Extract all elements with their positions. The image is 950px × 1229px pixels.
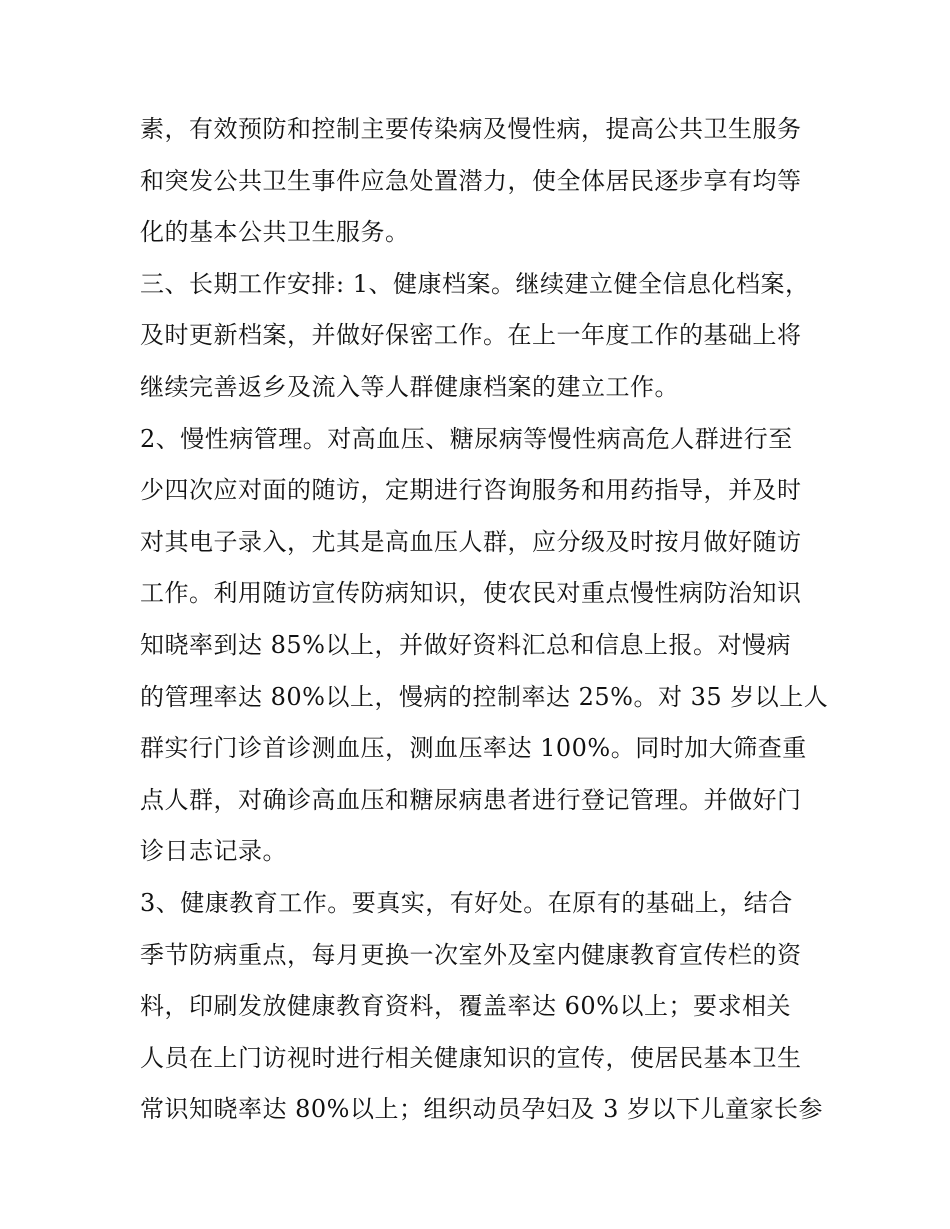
text-line: 及时更新档案，并做好保密工作。在上一年度工作的基础上将 [140,321,802,350]
text-line: 素，有效预防和控制主要传染病及慢性病，提高公共卫生服务 [140,115,802,143]
text-line: 三、长期工作安排: 1、健康档案。继续建立健全信息化档案， [140,269,810,298]
text-line: 人员在上门访视时进行相关健康知识的宣传，使居民基本卫生 [140,1043,802,1072]
text-line: 点人群，对确诊高血压和糖尿病患者进行登记管理。并做好门 [140,785,802,814]
text-line: 诊日志记录。 [140,837,287,866]
text-line: 继续完善返乡及流入等人群健康档案的建立工作。 [140,372,679,401]
text-line: 常识知晓率达 80%以上；组织动员孕妇及 3 岁以下儿童家长参 [140,1095,823,1124]
text-line: 季节防病重点，每月更换一次室外及室内健康教育宣传栏的资 [140,940,802,969]
text-line: 和突发公共卫生事件应急处置潜力，使全体居民逐步享有均等 [140,166,802,195]
text-line: 群实行门诊首诊测血压，测血压率达 100%。同时加大筛查重 [140,734,807,763]
text-line: 料，印刷发放健康教育资料，覆盖率达 60%以上；要求相关 [140,992,791,1021]
text-line: 的管理率达 80%以上，慢病的控制率达 25%。对 35 岁以上人 [140,682,829,711]
text-line: 对其电子录入，尤其是高血压人群，应分级及时按月做好随访 [140,527,802,556]
text-line: 工作。利用随访宣传防病知识，使农民对重点慢性病防治知识 [140,579,802,608]
text-line: 化的基本公共卫生服务。 [140,218,410,247]
text-line: 知晓率到达 85%以上，并做好资料汇总和信息上报。对慢病 [140,630,791,659]
document-body [140,104,829,1136]
text-line: 2、慢性病管理。对高血压、糖尿病等慢性病高危人群进行至 [140,424,793,453]
text-line: 少四次应对面的随访，定期进行咨询服务和用药指导，并及时 [140,476,802,505]
text-line: 3、健康教育工作。要真实，有好处。在原有的基础上，结合 [140,888,793,917]
